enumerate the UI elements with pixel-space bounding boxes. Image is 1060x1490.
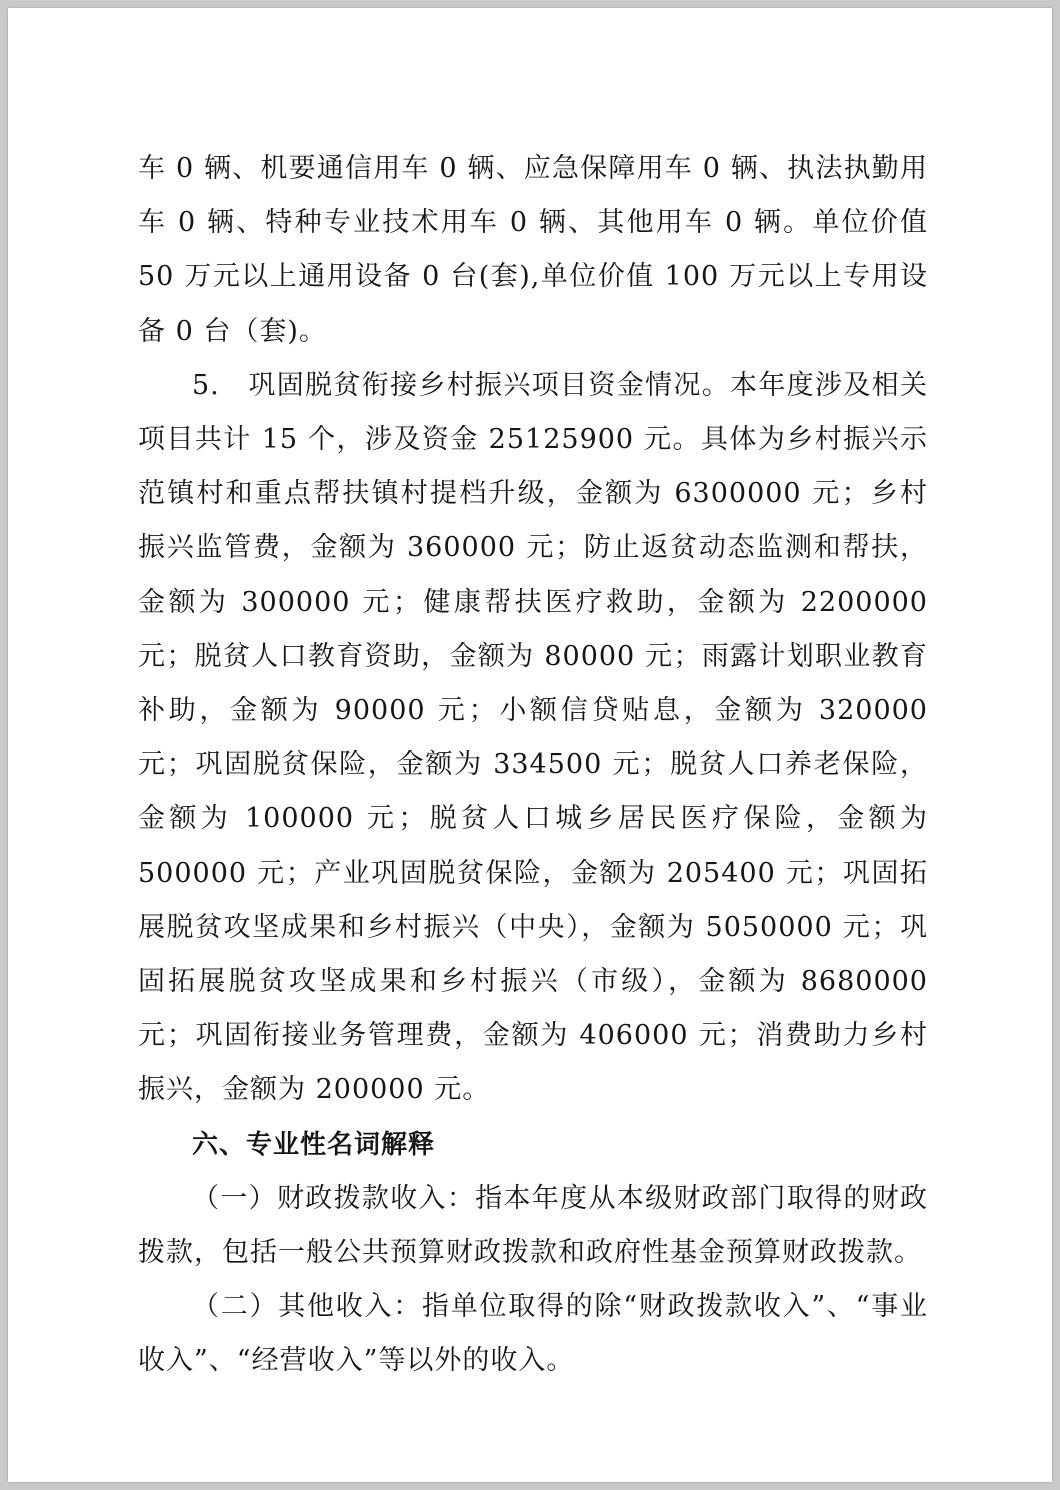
- document-page: [8, 8, 1052, 1482]
- rural-revitalization-funds-paragraph: 5. 巩固脱贫衔接乡村振兴项目资金情况。本年度涉及相关项目共计 15 个，涉及资金 25125900 元。具体为乡村振兴示范镇村和重点帮扶镇村提档升级，金额为 6300000 元；乡村振兴监管费，金额为 360000 元；防止返贫动态监测和帮扶，金额为 300000 元；健康帮扶医疗救助，金额为 2200000 元；脱贫人口教育资助，金额为 80000 元；雨露计划职业教育补助，金额为 90000 元；小额信贷贴息，金额为 320000 元；巩固脱贫保险，金额为 334500 元；脱贫人口养老保险，金额为 100000 元；脱贫人口城乡居民医疗保险，金额为 500000 元；产业巩固脱贫保险，金额为 205400 元；巩固拓展脱贫攻坚成果和乡村振兴（中央），金额为 5050000 元；巩固拓展脱贫攻坚成果和乡村振兴（市级），金额为 8680000 元；巩固衔接业务管理费，金额为 406000 元；消费助力乡村振兴，金额为 200000 元。: [138, 369, 928, 1106]
- vehicle-equipment-paragraph: 车 0 辆、机要通信用车 0 辆、应急保障用车 0 辆、执法执勤用车 0 辆、特种专业技术用车 0 辆、其他用车 0 辆。单位价值 50 万元以上通用设备 0 台(套),单位价值 100 万元以上专用设备 0 台（套)。: [138, 153, 928, 347]
- other-income-definition: （二）其他收入：指单位取得的除“财政拨款收入”、“事业收入”、“经营收入”等以外的收入。: [138, 1291, 928, 1377]
- document-body: [138, 142, 928, 1389]
- section-heading-terms: 六、专业性名词解释: [192, 1129, 436, 1160]
- fiscal-appropriation-definition: （一）财政拨款收入：指本年度从本级财政部门取得的财政拨款，包括一般公共预算财政拨款和政府性基金预算财政拨款。: [138, 1182, 928, 1269]
